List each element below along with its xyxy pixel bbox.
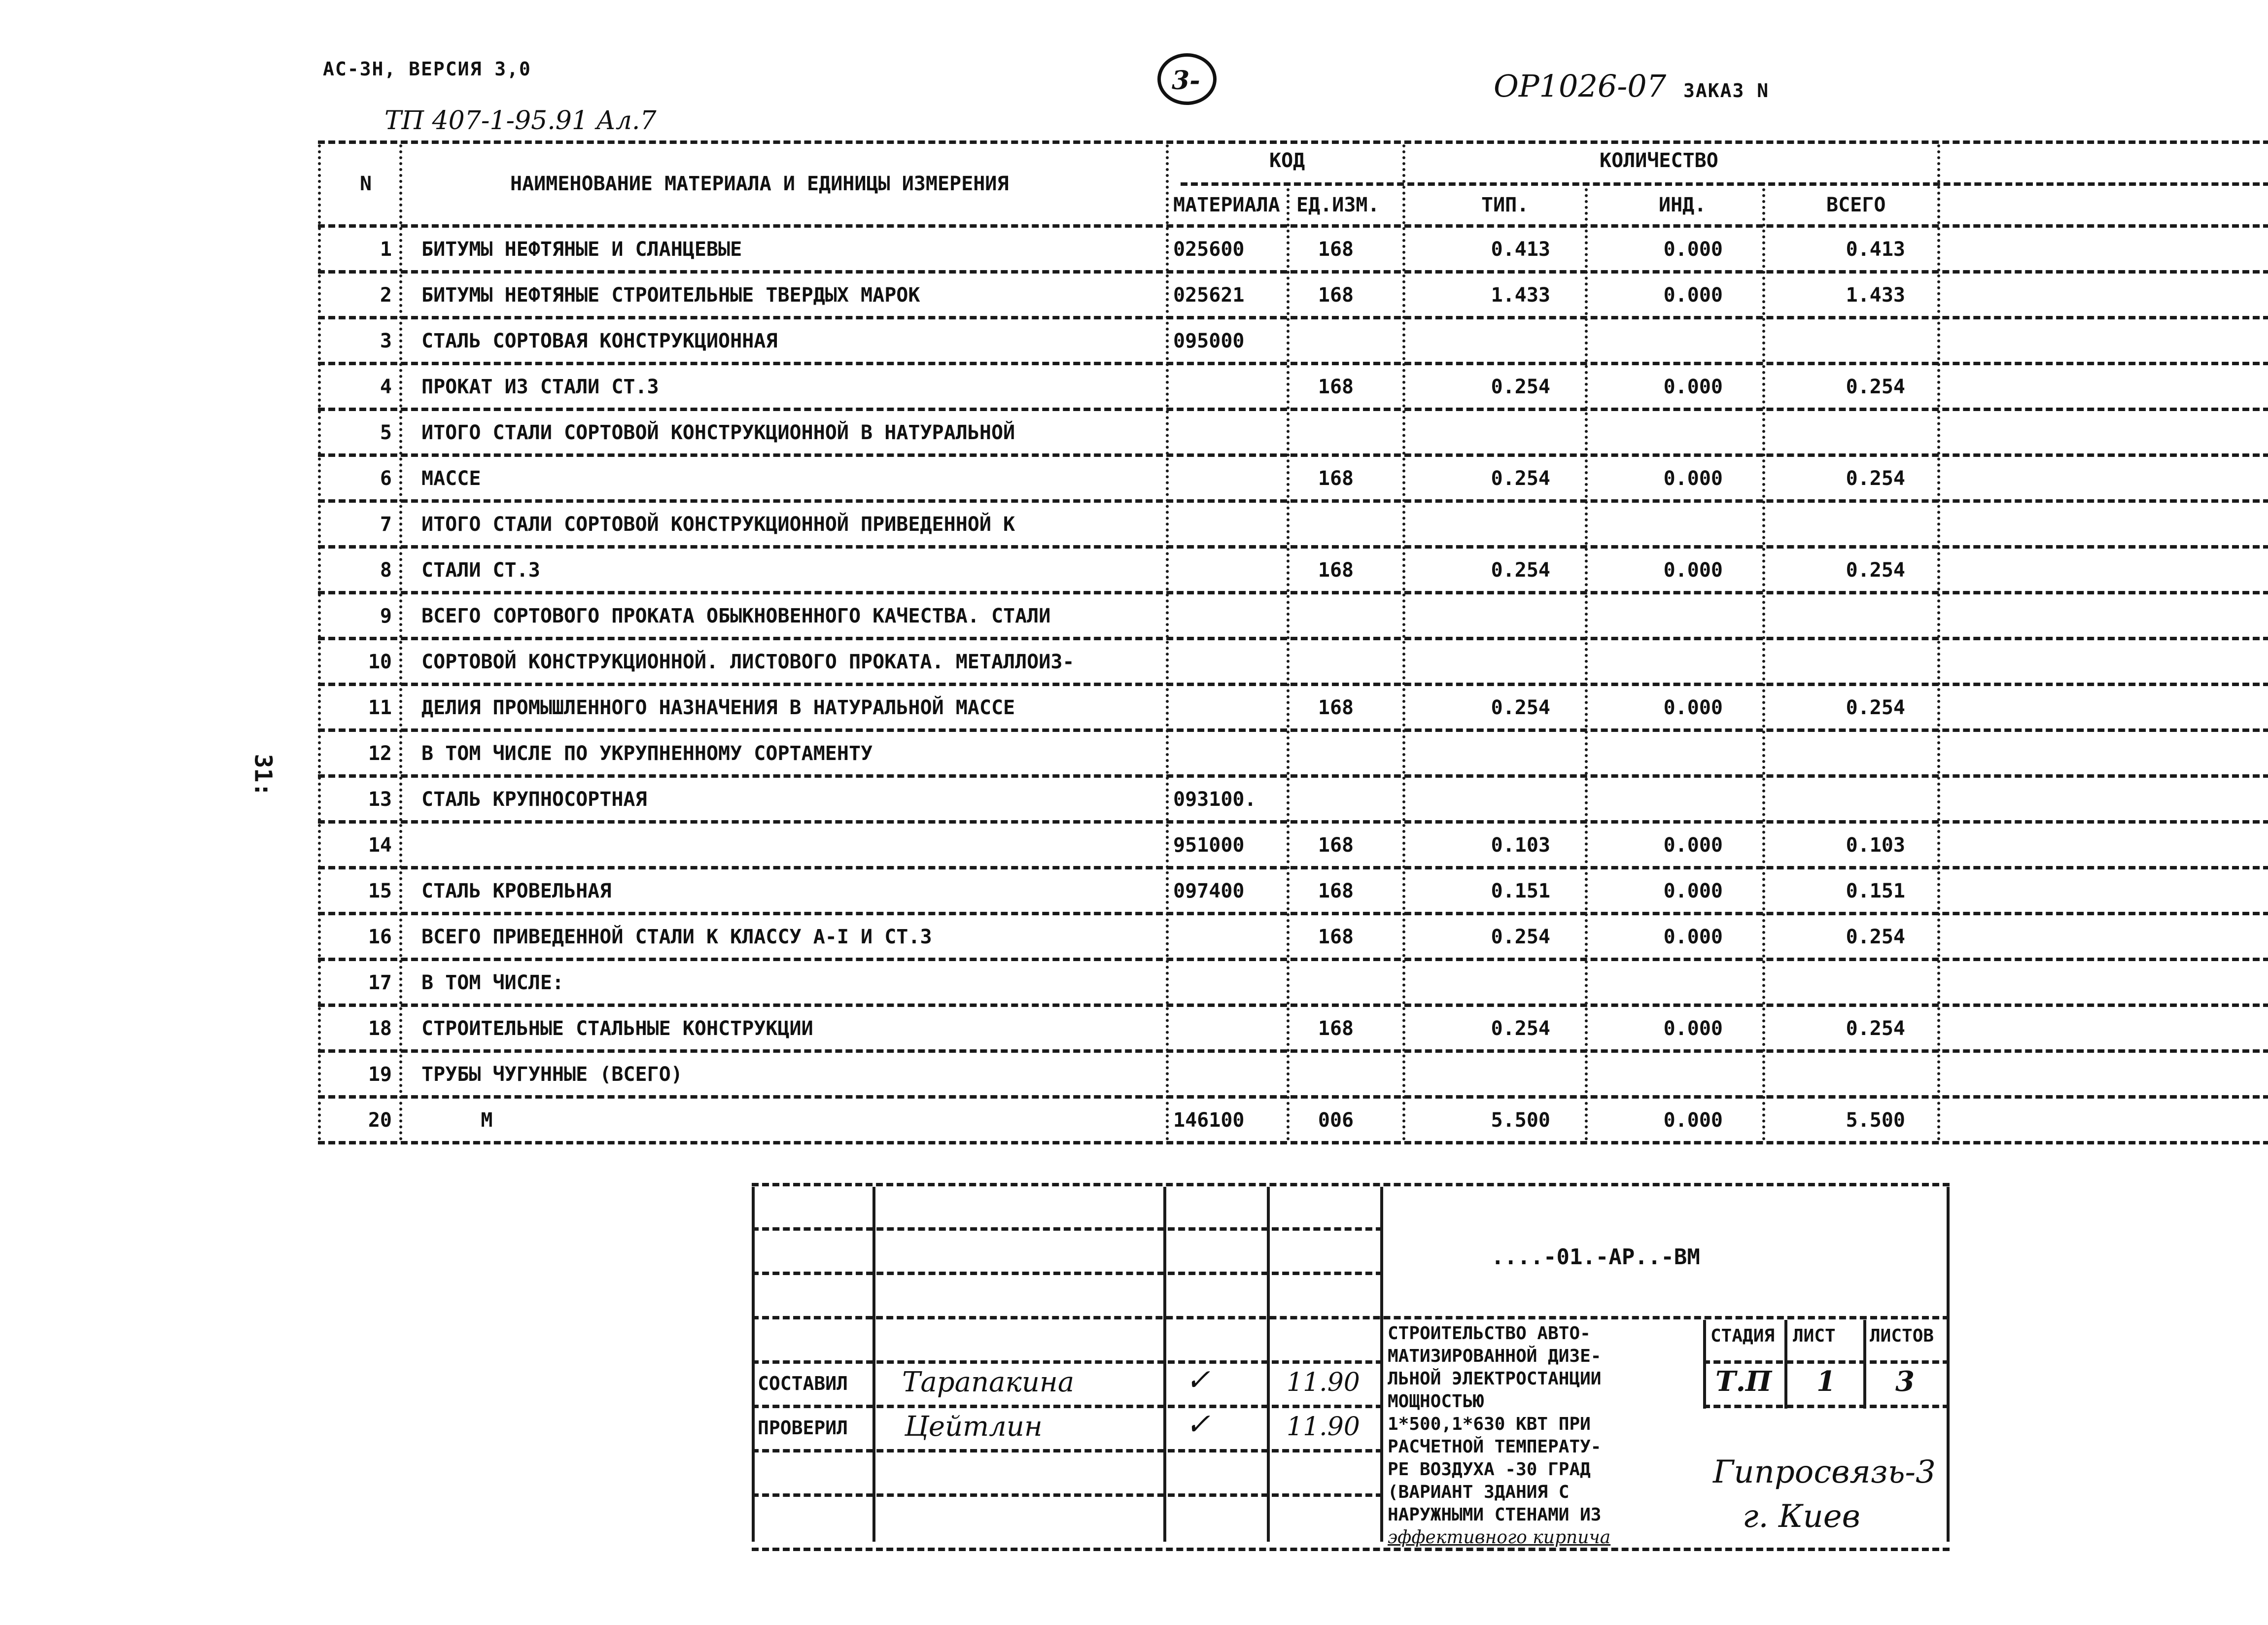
cell-name: В ТОМ ЧИСЛЕ: bbox=[421, 971, 564, 994]
description-line: НАРУЖНЫМИ СТЕНАМИ ИЗ bbox=[1388, 1505, 1602, 1525]
description-line: РЕ ВОЗДУХА -30 ГРАД bbox=[1388, 1459, 1591, 1480]
cell-type: 5.500 bbox=[1491, 1109, 1550, 1132]
cell-unit: 168 bbox=[1318, 238, 1354, 261]
stamp-rule bbox=[752, 1272, 1383, 1275]
table-row bbox=[318, 270, 2268, 315]
col-header-unit: ЕД.ИЗМ. bbox=[1296, 194, 1380, 216]
col-header-code: КОД bbox=[1269, 149, 1305, 172]
stamp-bottom-rule bbox=[752, 1548, 1950, 1551]
cell-n: 10 bbox=[368, 651, 392, 673]
stamp-rule bbox=[1703, 1360, 1950, 1364]
table-row bbox=[318, 545, 2268, 590]
cell-name: БИТУМЫ НЕФТЯНЫЕ И СЛАНЦЕВЫЕ bbox=[421, 238, 742, 261]
cell-ind: 0.000 bbox=[1663, 880, 1723, 902]
compiled-signature: ✓ bbox=[1186, 1363, 1211, 1397]
row-rule bbox=[318, 683, 2268, 686]
cell-unit: 168 bbox=[1318, 284, 1354, 307]
table-bottom-rule bbox=[318, 1141, 2268, 1144]
cell-material: 093100. bbox=[1173, 788, 1256, 811]
col-header-quantity: КОЛИЧЕСТВО bbox=[1600, 149, 1718, 172]
cell-material: 095000 bbox=[1173, 330, 1245, 352]
row-rule bbox=[318, 820, 2268, 824]
cell-material: 146100 bbox=[1173, 1109, 1245, 1132]
cell-name: ТРУБЫ ЧУГУННЫЕ (ВСЕГО) bbox=[421, 1063, 683, 1086]
cell-total: 0.413 bbox=[1846, 238, 1905, 261]
stamp-v-rule bbox=[1380, 1187, 1383, 1542]
col-header-n: N bbox=[360, 173, 372, 195]
description-line: эффективного кирпича bbox=[1388, 1527, 1611, 1548]
col-header-material: МАТЕРИАЛА bbox=[1173, 194, 1280, 216]
cell-n: 2 bbox=[380, 284, 392, 307]
document-code: ....-01.-АР..-ВМ bbox=[1491, 1245, 1700, 1270]
cell-material: 025600 bbox=[1173, 238, 1245, 261]
cell-unit: 168 bbox=[1318, 467, 1354, 490]
table-row bbox=[318, 316, 2268, 361]
row-rule bbox=[318, 499, 2268, 503]
row-rule bbox=[318, 224, 2268, 228]
compiled-label: СОСТАВИЛ bbox=[758, 1373, 848, 1394]
cell-n: 15 bbox=[368, 880, 392, 902]
materials-table bbox=[318, 140, 2268, 1156]
cell-type: 0.254 bbox=[1491, 696, 1550, 719]
cell-n: 13 bbox=[368, 788, 392, 811]
compiled-name: Тарапакина bbox=[902, 1366, 1075, 1398]
cell-type: 0.254 bbox=[1491, 467, 1550, 490]
cell-total: 0.254 bbox=[1846, 1017, 1905, 1040]
table-row bbox=[318, 1049, 2268, 1095]
stamp-rule bbox=[752, 1316, 1950, 1319]
cell-type: 0.254 bbox=[1491, 559, 1550, 582]
program-version: АС-3Н, ВЕРСИЯ 3,0 bbox=[323, 58, 531, 80]
cell-n: 11 bbox=[368, 696, 392, 719]
description-line: МАТИЗИРОВАННОЙ ДИЗЕ- bbox=[1388, 1346, 1602, 1366]
table-row bbox=[318, 499, 2268, 545]
cell-ind: 0.000 bbox=[1663, 696, 1723, 719]
cell-n: 12 bbox=[368, 742, 392, 765]
description-line: 1*500,1*630 КВТ ПРИ bbox=[1388, 1414, 1591, 1434]
cell-n: 18 bbox=[368, 1017, 392, 1040]
stage-label: СТАДИЯ bbox=[1710, 1326, 1775, 1346]
cell-name: М bbox=[421, 1109, 493, 1132]
description-line: РАСЧЕТНОЙ ТЕМПЕРАТУ- bbox=[1388, 1437, 1602, 1457]
organization-name: Гипросвязь-3 bbox=[1713, 1454, 1936, 1490]
cell-total: 0.151 bbox=[1846, 880, 1905, 902]
col-header-name: НАИМЕНОВАНИЕ МАТЕРИАЛА И ЕДИНИЦЫ ИЗМЕРЕНИЯ bbox=[510, 173, 1009, 195]
cell-total: 5.500 bbox=[1846, 1109, 1905, 1132]
cell-unit: 168 bbox=[1318, 696, 1354, 719]
cell-name: ПРОКАТ ИЗ СТАЛИ СТ.3 bbox=[421, 376, 659, 398]
title-block bbox=[752, 1183, 1950, 1567]
cell-n: 20 bbox=[368, 1109, 392, 1132]
description-line: ЛЬНОЙ ЭЛЕКТРОСТАНЦИИ bbox=[1388, 1369, 1602, 1389]
stamp-rule bbox=[1703, 1405, 1950, 1408]
cell-n: 14 bbox=[368, 834, 392, 857]
checked-date: 11.90 bbox=[1287, 1412, 1360, 1442]
organization-city: г. Киев bbox=[1743, 1498, 1860, 1535]
stamp-rule bbox=[752, 1493, 1383, 1497]
table-row bbox=[318, 912, 2268, 957]
row-rule bbox=[318, 545, 2268, 549]
cell-name: БИТУМЫ НЕФТЯНЫЕ СТРОИТЕЛЬНЫЕ ТВЕРДЫХ МАРОК bbox=[421, 284, 920, 307]
cell-type: 0.413 bbox=[1491, 238, 1550, 261]
cell-type: 1.433 bbox=[1491, 284, 1550, 307]
row-rule bbox=[318, 912, 2268, 915]
cell-name: СТАЛЬ КРУПНОСОРТНАЯ bbox=[421, 788, 647, 811]
sheets-value: 3 bbox=[1895, 1365, 1915, 1398]
cell-ind: 0.000 bbox=[1663, 559, 1723, 582]
cell-name: СТАЛИ СТ.3 bbox=[421, 559, 540, 582]
margin-mark: 31: bbox=[249, 754, 277, 797]
table-row bbox=[318, 453, 2268, 499]
cell-total: 0.254 bbox=[1846, 926, 1905, 948]
cell-n: 4 bbox=[380, 376, 392, 398]
table-row bbox=[318, 637, 2268, 682]
description-line: МОЩНОСТЬЮ bbox=[1388, 1391, 1484, 1412]
page-number-text: 3- bbox=[1172, 66, 1200, 96]
order-number-handwritten: ОР1026-07 bbox=[1494, 68, 1667, 104]
cell-ind: 0.000 bbox=[1663, 834, 1723, 857]
cell-total: 0.254 bbox=[1846, 696, 1905, 719]
row-rule bbox=[318, 270, 2268, 274]
cell-name: ИТОГО СТАЛИ СОРТОВОЙ КОНСТРУКЦИОННОЙ В НАТУРАЛЬНОЙ bbox=[421, 421, 1015, 444]
cell-total: 0.254 bbox=[1846, 559, 1905, 582]
cell-ind: 0.000 bbox=[1663, 467, 1723, 490]
row-rule bbox=[318, 728, 2268, 732]
description-line: СТРОИТЕЛЬСТВО АВТО- bbox=[1388, 1323, 1591, 1344]
cell-name: МАССЕ bbox=[421, 467, 481, 490]
cell-n: 3 bbox=[380, 330, 392, 352]
row-rule bbox=[318, 453, 2268, 457]
row-rule bbox=[318, 316, 2268, 319]
table-row bbox=[318, 820, 2268, 865]
row-rule bbox=[318, 362, 2268, 365]
stamp-rule bbox=[752, 1183, 1950, 1186]
stamp-v-rule bbox=[1703, 1320, 1706, 1409]
doc-reference-handwritten: ТП 407-1-95.91 Ал.7 bbox=[384, 106, 657, 136]
table-row bbox=[318, 866, 2268, 911]
cell-n: 5 bbox=[380, 421, 392, 444]
stamp-rule bbox=[752, 1360, 1383, 1364]
cell-total: 0.254 bbox=[1846, 376, 1905, 398]
cell-ind: 0.000 bbox=[1663, 238, 1723, 261]
cell-ind: 0.000 bbox=[1663, 926, 1723, 948]
cell-name: ВСЕГО СОРТОВОГО ПРОКАТА ОБЫКНОВЕННОГО КАЧЕСТВА. СТАЛИ bbox=[421, 605, 1051, 627]
row-rule bbox=[318, 1049, 2268, 1053]
stage-value: Т.П bbox=[1715, 1365, 1772, 1398]
cell-type: 0.254 bbox=[1491, 1017, 1550, 1040]
cell-unit: 006 bbox=[1318, 1109, 1354, 1132]
cell-name: СТАЛЬ КРОВЕЛЬНАЯ bbox=[421, 880, 612, 902]
cell-name: СТРОИТЕЛЬНЫЕ СТАЛЬНЫЕ КОНСТРУКЦИИ bbox=[421, 1017, 813, 1040]
cell-ind: 0.000 bbox=[1663, 1017, 1723, 1040]
cell-n: 6 bbox=[380, 467, 392, 490]
cell-type: 0.254 bbox=[1491, 926, 1550, 948]
cell-material: 025621 bbox=[1173, 284, 1245, 307]
cell-type: 0.254 bbox=[1491, 376, 1550, 398]
sheet-label: ЛИСТ bbox=[1793, 1326, 1836, 1346]
cell-n: 17 bbox=[368, 971, 392, 994]
compiled-date: 11.90 bbox=[1287, 1368, 1360, 1397]
row-rule bbox=[318, 774, 2268, 778]
cell-ind: 0.000 bbox=[1663, 376, 1723, 398]
col-header-type: ТИП. bbox=[1481, 194, 1529, 216]
stamp-rule bbox=[752, 1227, 1383, 1231]
row-rule bbox=[318, 866, 2268, 869]
cell-name: ВСЕГО ПРИВЕДЕННОЙ СТАЛИ К КЛАССУ А-I И СТ.3 bbox=[421, 926, 932, 948]
stamp-v-rule bbox=[1784, 1320, 1787, 1409]
stamp-rule bbox=[752, 1405, 1383, 1408]
cell-n: 9 bbox=[380, 605, 392, 627]
cell-ind: 0.000 bbox=[1663, 1109, 1723, 1132]
table-row bbox=[318, 728, 2268, 774]
table-row bbox=[318, 408, 2268, 453]
stamp-v-rule bbox=[1267, 1187, 1270, 1542]
row-rule bbox=[318, 408, 2268, 411]
table-row bbox=[318, 683, 2268, 728]
cell-n: 7 bbox=[380, 513, 392, 536]
row-rule bbox=[318, 637, 2268, 640]
cell-unit: 168 bbox=[1318, 834, 1354, 857]
cell-name: СТАЛЬ СОРТОВАЯ КОНСТРУКЦИОННАЯ bbox=[421, 330, 778, 352]
cell-name: ДЕЛИЯ ПРОМЫШЛЕННОГО НАЗНАЧЕНИЯ В НАТУРАЛЬНОЙ МАССЕ bbox=[421, 696, 1015, 719]
stamp-v-rule bbox=[1163, 1187, 1166, 1542]
table-row bbox=[318, 1095, 2268, 1141]
table-row bbox=[318, 362, 2268, 407]
cell-ind: 0.000 bbox=[1663, 284, 1723, 307]
page-number-circle bbox=[1157, 53, 1217, 105]
cell-material: 097400 bbox=[1173, 880, 1245, 902]
row-rule bbox=[318, 958, 2268, 961]
table-row bbox=[318, 1003, 2268, 1049]
cell-material: 951000 bbox=[1173, 834, 1245, 857]
cell-unit: 168 bbox=[1318, 376, 1354, 398]
cell-name: В ТОМ ЧИСЛЕ ПО УКРУПНЕННОМУ СОРТАМЕНТУ bbox=[421, 742, 873, 765]
table-row bbox=[318, 774, 2268, 820]
stamp-rule bbox=[752, 1449, 1383, 1452]
cell-type: 0.103 bbox=[1491, 834, 1550, 857]
cell-n: 8 bbox=[380, 559, 392, 582]
cell-name: СОРТОВОЙ КОНСТРУКЦИОННОЙ. ЛИСТОВОГО ПРОКАТА. МЕТАЛЛОИЗ- bbox=[421, 651, 1075, 673]
cell-n: 16 bbox=[368, 926, 392, 948]
order-label: ЗАКАЗ N bbox=[1683, 80, 1770, 102]
row-rule bbox=[318, 1003, 2268, 1007]
stamp-v-rule bbox=[1863, 1320, 1866, 1409]
sheet-value: 1 bbox=[1816, 1365, 1836, 1398]
table-top-rule bbox=[318, 140, 2268, 144]
table-row bbox=[318, 591, 2268, 636]
header-mid-rule bbox=[1181, 182, 2268, 186]
col-header-ind: ИНД. bbox=[1659, 194, 1707, 216]
checked-label: ПРОВЕРИЛ bbox=[758, 1417, 848, 1439]
stamp-v-rule bbox=[872, 1187, 875, 1542]
cell-name: ИТОГО СТАЛИ СОРТОВОЙ КОНСТРУКЦИОННОЙ ПРИВЕДЕННОЙ К bbox=[421, 513, 1015, 536]
cell-type: 0.151 bbox=[1491, 880, 1550, 902]
checked-signature: ✓ bbox=[1186, 1407, 1211, 1442]
row-rule bbox=[318, 591, 2268, 594]
cell-n: 1 bbox=[380, 238, 392, 261]
description-line: (ВАРИАНТ ЗДАНИЯ С bbox=[1388, 1482, 1570, 1502]
sheets-label: ЛИСТОВ bbox=[1870, 1326, 1934, 1346]
cell-total: 1.433 bbox=[1846, 284, 1905, 307]
cell-n: 19 bbox=[368, 1063, 392, 1086]
cell-unit: 168 bbox=[1318, 559, 1354, 582]
cell-total: 0.254 bbox=[1846, 467, 1905, 490]
stamp-v-rule bbox=[1947, 1187, 1950, 1542]
cell-unit: 168 bbox=[1318, 1017, 1354, 1040]
checked-name: Цейтлин bbox=[905, 1411, 1043, 1443]
stamp-v-rule bbox=[752, 1187, 755, 1542]
col-header-total: ВСЕГО bbox=[1826, 194, 1886, 216]
table-row bbox=[318, 958, 2268, 1003]
cell-unit: 168 bbox=[1318, 880, 1354, 902]
table-row bbox=[318, 224, 2268, 270]
cell-unit: 168 bbox=[1318, 926, 1354, 948]
cell-total: 0.103 bbox=[1846, 834, 1905, 857]
row-rule bbox=[318, 1095, 2268, 1099]
